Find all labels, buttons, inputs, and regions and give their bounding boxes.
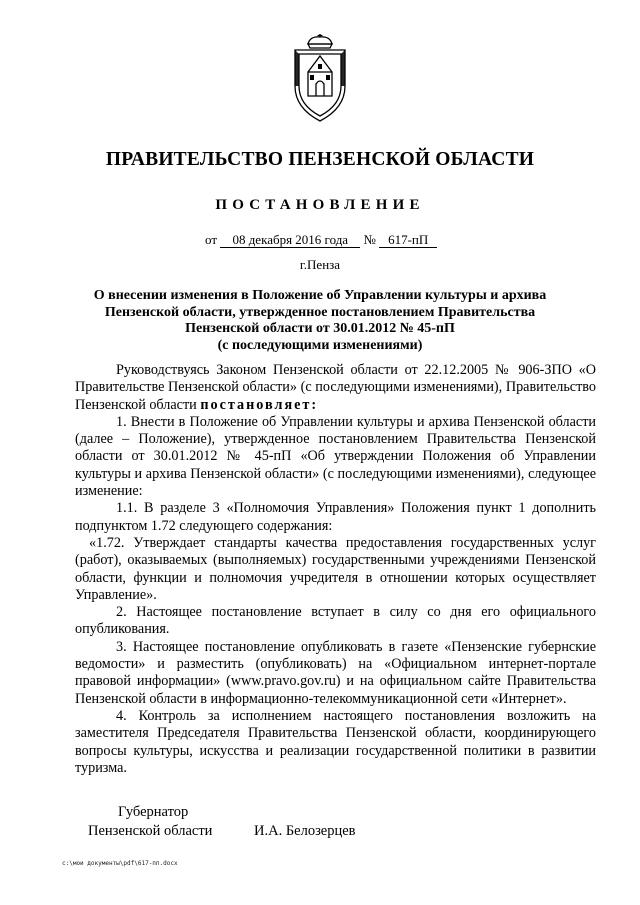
signatory-name: И.А. Белозерцев: [254, 823, 356, 839]
subject-line: Пензенской области, утвержденное постановлением Правительства: [104, 304, 536, 320]
subject-line: О внесении изменения в Положение об Управлении культуры и архива: [93, 288, 547, 303]
subject-line: (с последующими изменениями): [217, 337, 423, 353]
government-title: ПРАВИТЕЛЬСТВО ПЕНЗЕНСКОЙ ОБЛАСТИ: [105, 149, 535, 170]
date-prefix: от: [205, 232, 218, 247]
document-city: г.Пенза: [299, 257, 341, 272]
body-paragraph: 4. Контроль за исполнением настоящего постановления возложить на заместителя Председателя Правительства Пензенской области, координирующего вопросы культуры, искусства и реализации государственной политики в развитии туризма.: [75, 707, 596, 776]
file-path-footer: c:\мои документы\pdf\617-пп.docx: [62, 860, 178, 867]
document-date: 08 декабря 2016 года: [220, 233, 360, 248]
body-paragraph: 1.1. В разделе 3 «Полномочия Управления» Положения пункт 1 дополнить подпунктом 1.72 следующего содержания:: [75, 500, 596, 534]
number-sign: №: [363, 232, 376, 247]
subject-line: Пензенской области от 30.01.2012 № 45-пП: [185, 321, 455, 336]
body-paragraph: «1.72. Утверждает стандарты качества предоставления государственных услуг (работ), оказываемых (выполняемых) государственными учреждениями Пензенской области, функции и полномочия учредителя в отношении которых осуществляет Управление».: [75, 534, 596, 603]
signatory-region: Пензенской области: [88, 823, 213, 839]
body-paragraph: 1. Внести в Положение об Управлении культуры и архива Пензенской области (далее – Положение), утвержденное постановлением Правительства Пензенской области от 30.01.2012 № 45-пП «Об утверждении Положения об Управлении культуры и архива Пензенской области» (с последующими изменениями), следующее изменение:: [75, 413, 596, 500]
preamble-paragraph: [75, 362, 596, 414]
document-date-line: [205, 232, 437, 248]
document-number: 617-пП: [379, 233, 437, 248]
decree-word: постановляет:: [200, 396, 319, 413]
body-paragraph: 3. Настоящее постановление опубликовать в газете «Пензенские губернские ведомости» и разместить (опубликовать) на «Официальном интернет-портале правовой информации» (www.pravo.gov.ru) и на официальном сайте Правительства Пензенской области в информационно-телекоммуникационной сети «Интернет».: [75, 638, 596, 707]
document-type: ПОСТАНОВЛЕНИЕ: [215, 197, 425, 213]
preamble-text: Руководствуясь Законом Пензенской области от 22.12.2005 № 906-ЗПО «О Правительстве Пензенской области» (с последующими изменениями), Правительство Пензенской области: [75, 362, 596, 413]
signatory-title: Губернатор: [118, 804, 189, 820]
document-subject: [75, 288, 565, 354]
body-paragraph: 2. Настоящее постановление вступает в силу со дня его официального опубликования.: [75, 604, 596, 638]
penza-region-coat-of-arms-icon: [286, 34, 354, 124]
document-body: [75, 362, 596, 777]
